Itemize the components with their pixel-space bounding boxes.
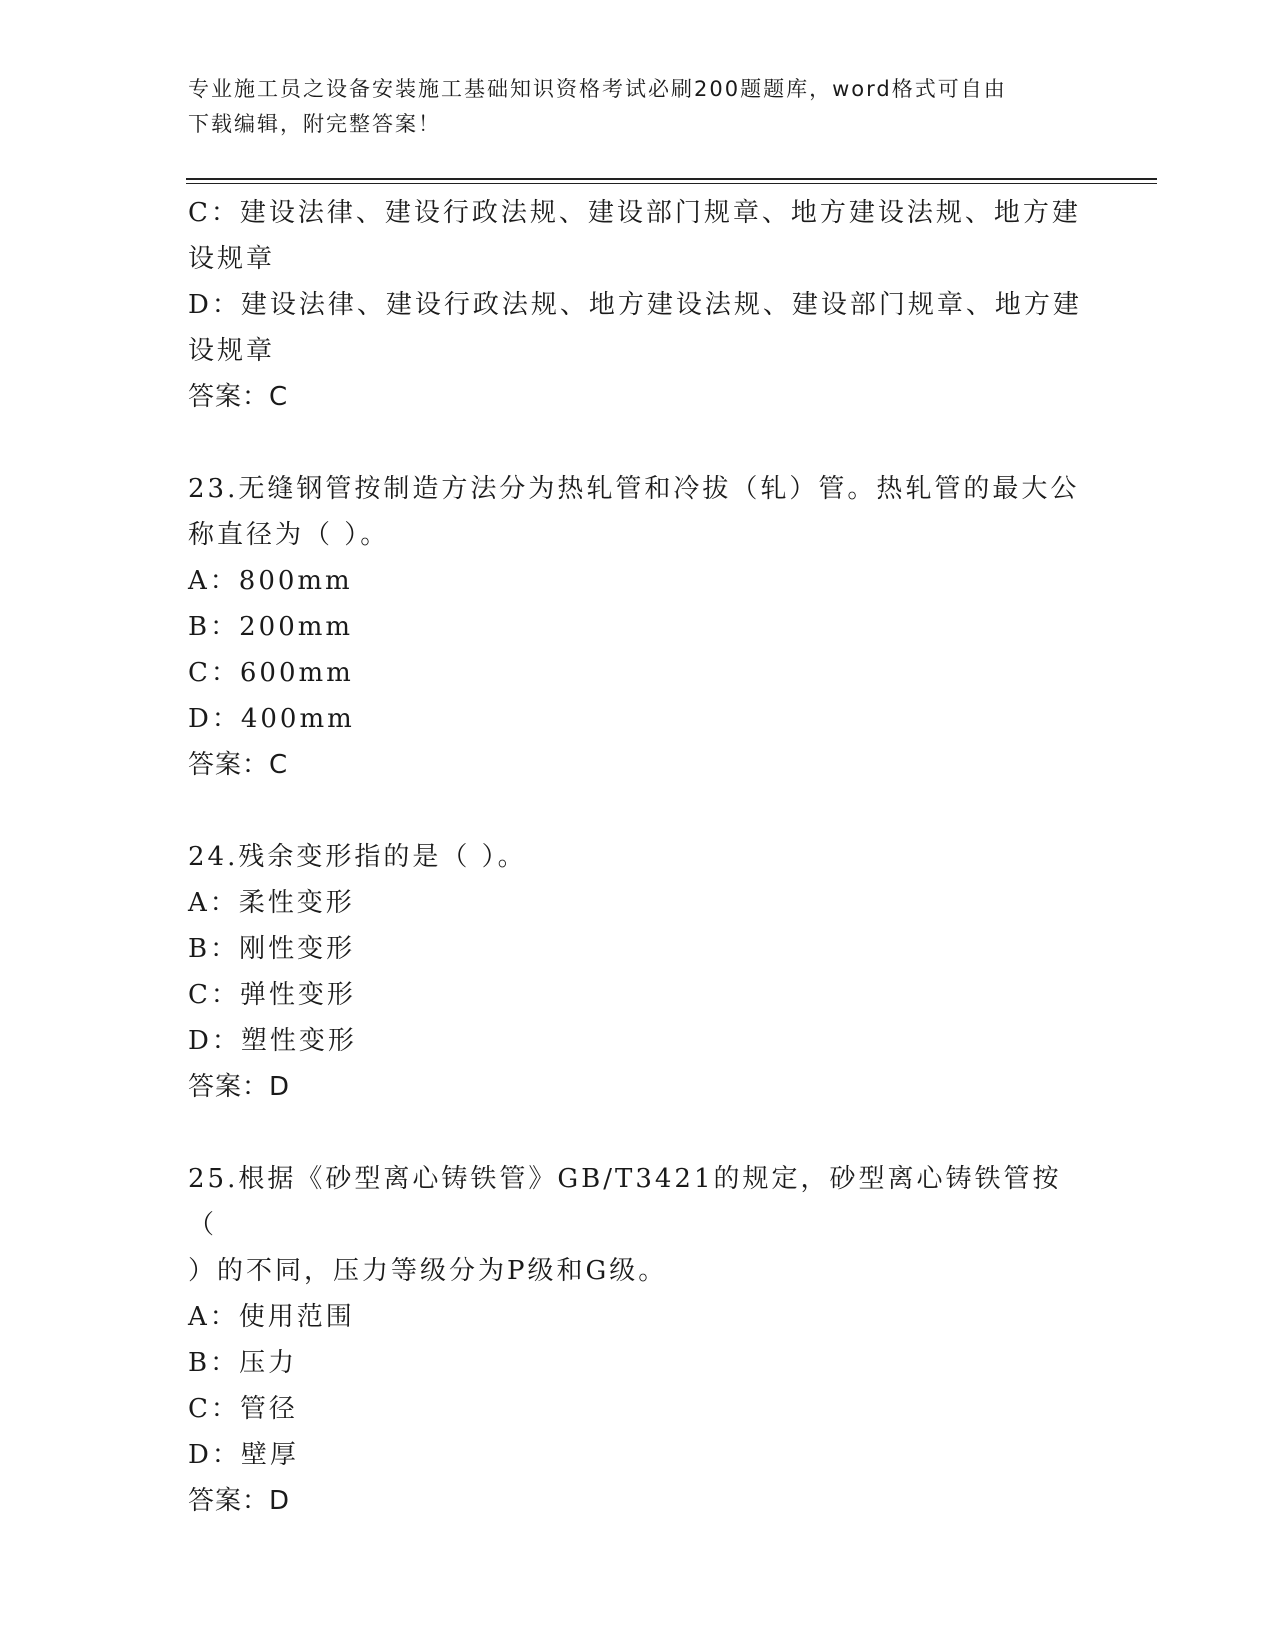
option-c: C：600mm [188,658,354,688]
previous-question-tail [188,190,1088,420]
option-a: A：800mm [188,566,353,596]
option-c: C：管径 [188,1394,298,1424]
question-stem-line-1: 24.残余变形指的是（ ）。 [188,842,527,872]
header-line-1: 专业施工员之设备安装施工基础知识资格考试必刷200题题库，word格式可自由 [188,77,1007,101]
option-d: D：塑性变形 [188,1026,357,1056]
answer-line: 答案：C [188,750,289,780]
question-list [188,190,1088,1524]
question-stem-line-1: 23.无缝钢管按制造方法分为热轧管和冷拔（轧）管。热轧管的最大公 [188,474,1080,504]
option-c-line-2: 设规章 [188,244,276,274]
header-divider-thick [186,178,1157,180]
option-a: A：柔性变形 [188,888,355,918]
option-a: A：使用范围 [188,1302,355,1332]
option-d: D：壁厚 [188,1440,299,1470]
spacer [188,1110,1088,1156]
answer-line: 答案：D [188,1072,291,1102]
option-d: D：400mm [188,704,355,734]
question-24 [188,834,1088,1110]
option-b: B：200mm [188,612,354,642]
question-23 [188,466,1088,788]
option-b: B：压力 [188,1348,298,1378]
option-b: B：刚性变形 [188,934,356,964]
option-c-line-1: C：建设法律、建设行政法规、建设部门规章、地方建设法规、地方建 [188,198,1081,228]
option-c: C：弹性变形 [188,980,356,1010]
header-divider-thin [186,183,1157,184]
spacer [188,420,1088,466]
header-line-2: 下载编辑，附完整答案！ [188,112,441,136]
answer-line: 答案：C [188,382,289,412]
spacer [188,788,1088,834]
question-stem-line-2: ）的不同，压力等级分为P级和G级。 [188,1256,668,1286]
document-header [188,72,1088,142]
question-25 [188,1156,1088,1524]
question-stem-line-1: 25.根据《砂型离心铸铁管》GB/T3421的规定，砂型离心铸铁管按（ [188,1164,1062,1240]
question-stem-line-2: 称直径为（ ）。 [188,520,390,550]
option-d-line-1: D：建设法律、建设行政法规、地方建设法规、建设部门规章、地方建 [188,290,1082,320]
option-d-line-2: 设规章 [188,336,276,366]
answer-line: 答案：D [188,1486,291,1516]
